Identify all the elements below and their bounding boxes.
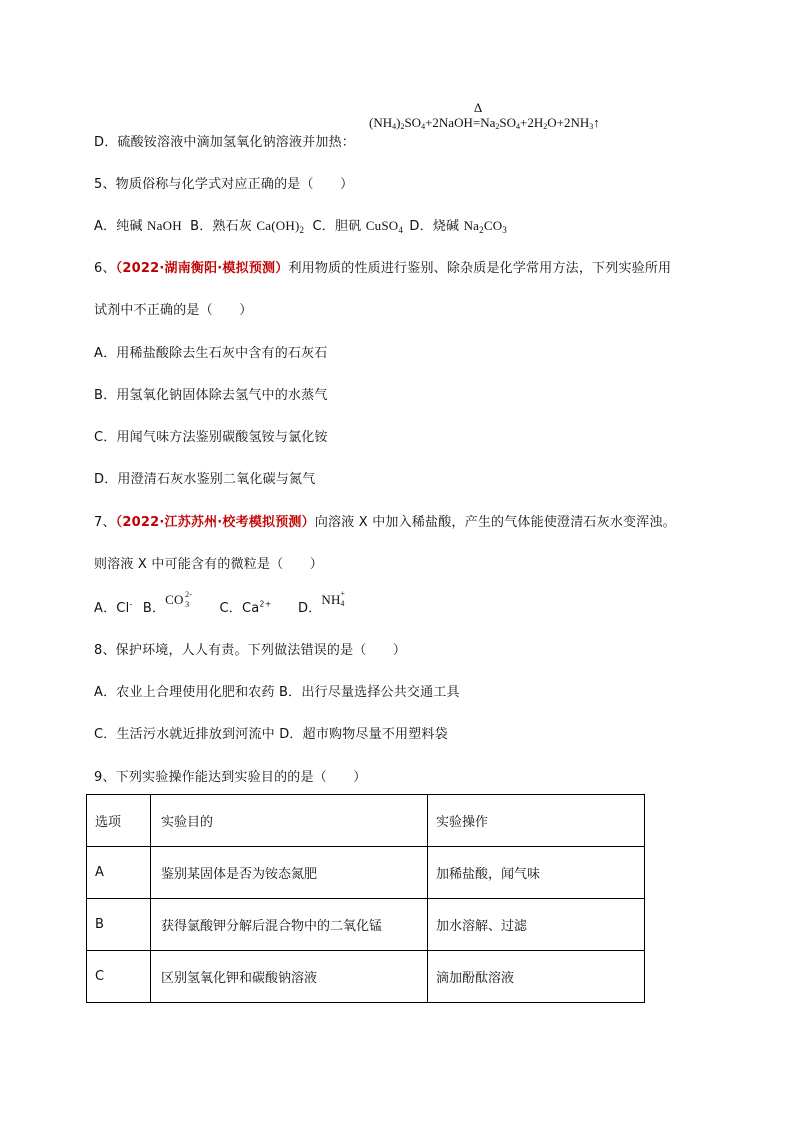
table-cell: 滴加酚酞溶液	[428, 951, 645, 1003]
q7-option-c: C．$Ca^{2+}$	[219, 599, 272, 616]
table-cell: C	[87, 951, 151, 1003]
q7-options	[94, 589, 347, 616]
q8-stem: 8、保护环境，人人有责。下列做法错误的是（ ）	[94, 643, 407, 658]
q8-options-line1: A．农业上合理使用化肥和农药 B．出行尽量选择公共交通工具	[94, 685, 460, 700]
table-row	[87, 899, 645, 951]
q5-stem: 5、物质俗称与化学式对应正确的是（ ）	[94, 177, 354, 192]
table-cell: A	[87, 847, 151, 899]
table-row	[87, 951, 645, 1003]
q6-option-c: C．用闻气味方法鉴别碳酸氢铵与氯化铵	[94, 430, 328, 445]
q4-option-d: D．硫酸铵溶液中滴加氢氧化钠溶液并加热：	[94, 135, 356, 150]
q9-table	[86, 794, 645, 1003]
table-cell: 区别氢氧化钾和碳酸钠溶液	[151, 951, 428, 1003]
q9-stem: 9、下列实验操作能达到实验目的的是（ ）	[94, 770, 367, 785]
q7-option-a: A．Cl-	[94, 599, 133, 616]
q8-options-line2: C．生活污水就近排放到河流中 D．超市购物尽量不用塑料袋	[94, 727, 448, 742]
q6-stem-line2: 试剂中不正确的是（ ）	[94, 303, 253, 318]
reaction-equation: $(NH_4)_2SO_4+2NaOH$ Δ $=Na_2SO_4+2H_2O+2NH_3↑$	[369, 100, 600, 131]
table-cell: 加稀盐酸，闻气味	[428, 847, 645, 899]
table-cell: 加水溶解、过滤	[428, 899, 645, 951]
q7-stem-line2: 则溶液 X 中可能含有的微粒是（ ）	[94, 557, 323, 572]
table-cell: 鉴别某固体是否为铵态氮肥	[151, 847, 428, 899]
q7-option-b: B．CO 2- 3	[142, 590, 193, 616]
table-cell: B	[87, 899, 151, 951]
q6-option-b: B．用氢氧化钠固体除去氢气中的水蒸气	[94, 388, 328, 403]
header-operation: 实验操作	[428, 795, 645, 847]
q7-option-d: D．NH + 4	[297, 589, 346, 616]
table-header-row	[87, 795, 645, 847]
q6-stem-line1: 6、（2022·湖南衡阳·模拟预测）利用物质的性质进行鉴别、除杂质是化学常用方法，下列实验所用	[94, 261, 672, 276]
q7-stem-line1: 7、（2022·江苏苏州·校考模拟预测）向溶液 X 中加入稀盐酸，产生的气体能使澄清石灰水变浑浊。	[94, 515, 676, 530]
header-purpose: 实验目的	[151, 795, 428, 847]
header-option: 选项	[87, 795, 151, 847]
heating-condition: Δ =	[472, 100, 483, 130]
q7-source: （2022·江苏苏州·校考模拟预测）	[115, 515, 315, 530]
table-cell: 获得氯酸钾分解后混合物中的二氧化锰	[151, 899, 428, 951]
q6-source: （2022·湖南衡阳·模拟预测）	[115, 261, 289, 276]
q6-option-a: A．用稀盐酸除去生石灰中含有的石灰石	[94, 346, 328, 361]
q6-option-d: D．用澄清石灰水鉴别二氧化碳与氮气	[94, 472, 316, 487]
table-row	[87, 847, 645, 899]
q5-options: A．纯碱 NaOH B．熟石灰 $Ca(OH)_2$ C．胆矾 CuSO$_4$ D．烧碱 $Na_2CO_3$	[94, 218, 507, 235]
